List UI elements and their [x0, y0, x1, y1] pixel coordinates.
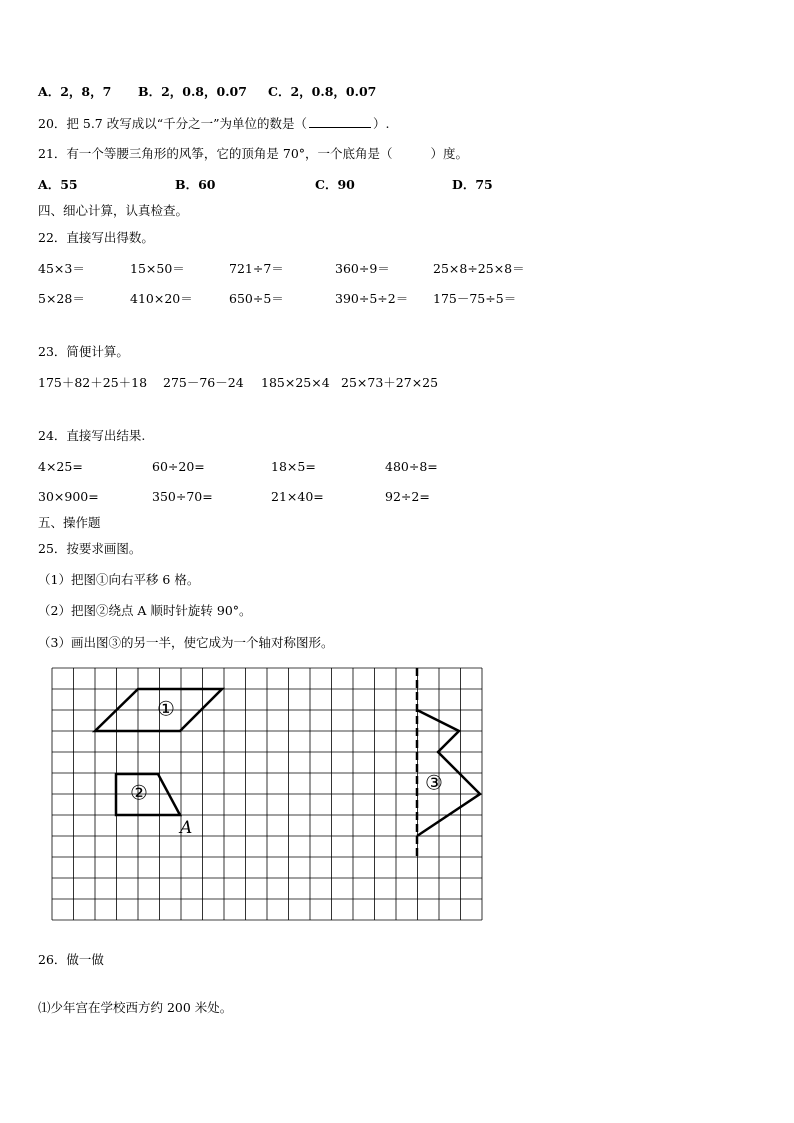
q24-item: 21×40= — [271, 489, 324, 504]
q24-item: 350÷70= — [152, 489, 213, 504]
figure-2-trapezoid — [116, 774, 180, 815]
q20-prefix: 20．把 5.7 改写成以“千分之一”为单位的数是（ — [38, 116, 308, 131]
q23-item: 185×25×4 — [261, 375, 330, 390]
section-4-heading: 四、细心计算，认真检查。 — [38, 203, 189, 218]
q21-option-b: B．60 — [175, 177, 216, 192]
q25-title: 25．按要求画图。 — [38, 541, 142, 556]
q23-title: 23．简便计算。 — [38, 344, 129, 359]
figure-3-label: ③ — [425, 770, 443, 795]
q22-item: 650÷5＝ — [229, 291, 284, 306]
q19-option-c: C．2，0.8，0.07 — [268, 84, 377, 99]
q22-item: 721÷7＝ — [229, 261, 284, 276]
q24-item: 30×900= — [38, 489, 99, 504]
q23-item: 275－76－24 — [163, 375, 244, 390]
q21-option-c: C．90 — [315, 177, 355, 192]
q24-item: 18×5= — [271, 459, 316, 474]
q22-item: 175－75÷5＝ — [433, 291, 517, 306]
grid-lines — [52, 668, 482, 920]
q21-option-d: D．75 — [452, 177, 493, 192]
q24-item: 4×25= — [38, 459, 83, 474]
q22-item: 25×8÷25×8＝ — [433, 261, 525, 276]
q24-title: 24．直接写出结果. — [38, 428, 146, 443]
q22-item: 390÷5÷2＝ — [335, 291, 409, 306]
q26-title: 26．做一做 — [38, 952, 104, 967]
figure-1-parallelogram — [95, 689, 222, 731]
q22-item: 15×50＝ — [130, 261, 185, 276]
section-5-heading: 五、操作题 — [38, 515, 101, 530]
q20-question — [38, 115, 390, 132]
q20-answer-blank[interactable] — [309, 115, 371, 128]
q22-item: 5×28＝ — [38, 291, 85, 306]
q22-item: 360÷9＝ — [335, 261, 390, 276]
point-a-label: A — [180, 818, 193, 838]
q23-item: 175＋82＋25＋18 — [38, 375, 148, 390]
q22-item: 45×3＝ — [38, 261, 85, 276]
q19-option-a: A．2，8，7 — [38, 84, 112, 99]
q21-question — [38, 146, 468, 162]
q21-option-a: A．55 — [38, 177, 78, 192]
q21-prefix: 21．有一个等腰三角形的风筝，它的顶角是 70°，一个底角是（ — [38, 146, 393, 161]
q26-item-1: ⑴少年宫在学校西方约 200 米处。 — [38, 1000, 233, 1015]
q20-suffix: ）. — [373, 116, 390, 131]
q19-option-b: B．2，0.8，0.07 — [138, 84, 247, 99]
q22-item: 410×20＝ — [130, 291, 193, 306]
figure-1-label: ① — [157, 696, 175, 721]
q21-suffix: ）度。 — [430, 146, 469, 161]
q23-item: 25×73＋27×25 — [341, 375, 439, 390]
q24-item: 480÷8= — [385, 459, 438, 474]
q22-title: 22．直接写出得数。 — [38, 230, 154, 245]
figure-2-label: ② — [130, 780, 148, 805]
q24-item: 92÷2= — [385, 489, 430, 504]
figure-3-half-shape — [417, 710, 480, 836]
q25-step-1: （1）把图①向右平移 6 格。 — [38, 572, 200, 587]
q24-item: 60÷20= — [152, 459, 205, 474]
q25-step-3: （3）画出图③的另一半，使它成为一个轴对称图形。 — [38, 635, 334, 650]
q25-step-2: （2）把图②绕点 A 顺时针旋转 90°。 — [38, 603, 252, 618]
